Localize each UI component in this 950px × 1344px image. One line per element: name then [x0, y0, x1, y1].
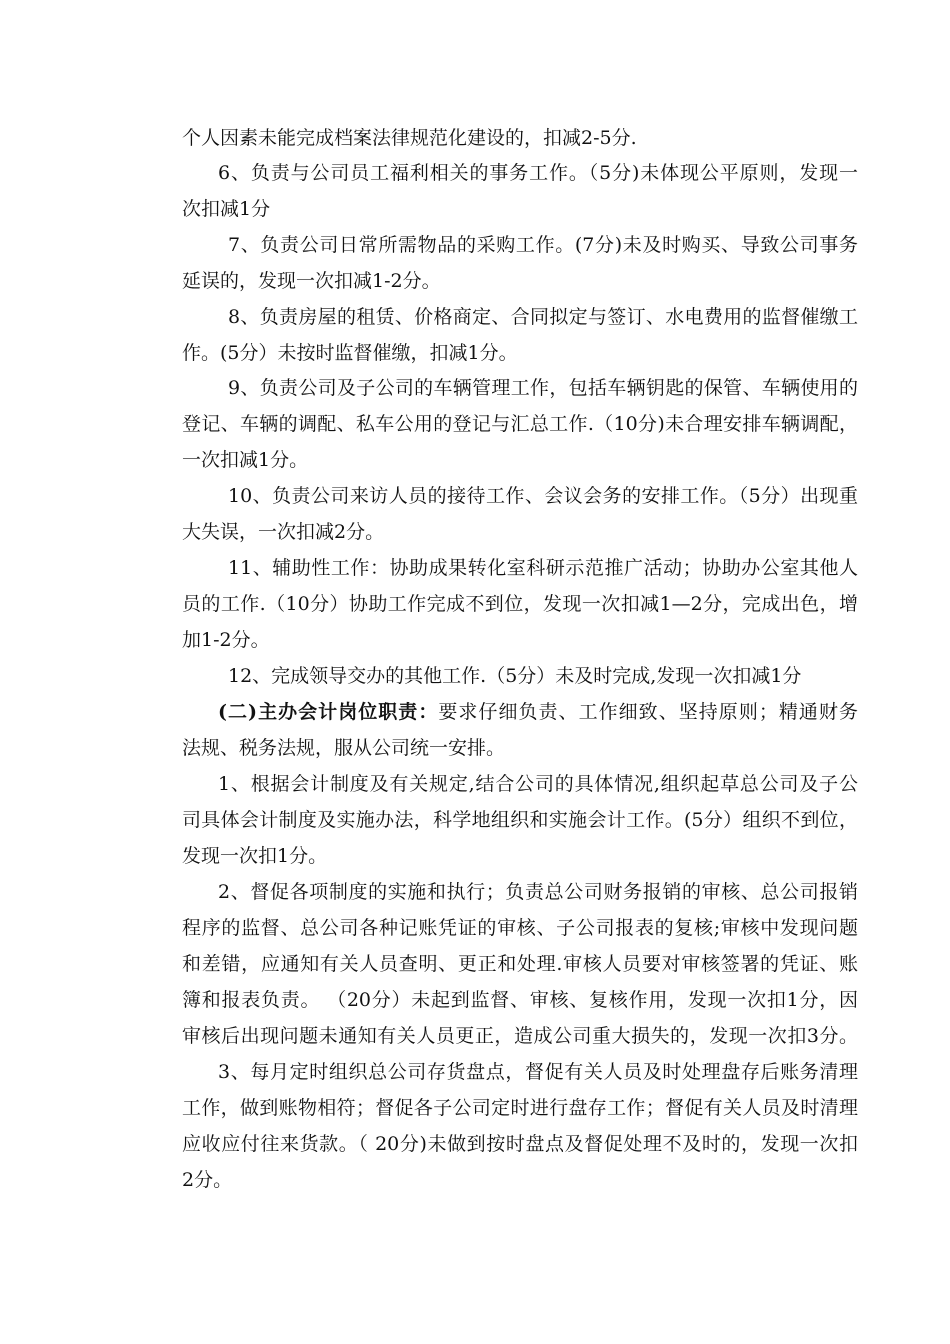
section-heading-text: 要求仔细负责、工作细致、坚持原则；精通财务: [438, 701, 858, 723]
text-line: 次扣减1分: [182, 198, 271, 220]
text-line: 登记、车辆的调配、私车公用的登记与汇总工作.（10分)未合理安排车辆调配，: [182, 413, 858, 435]
text-line: 作。(5分）未按时监督催缴，扣减1分。: [182, 342, 518, 364]
text-line: 员的工作.（10分）协助工作完成不到位，发现一次扣减1—2分，完成出色，增: [182, 593, 858, 615]
text-line: 3、每月定时组织总公司存货盘点，督促有关人员及时处理盘存后账务清理: [218, 1061, 858, 1083]
text-line: 9、负责公司及子公司的车辆管理工作，包括车辆钥匙的保管、车辆使用的: [228, 377, 858, 399]
text-line: 6、负责与公司员工福利相关的事务工作。（5分)未体现公平原则，发现一: [218, 162, 858, 184]
text-line: 程序的监督、总公司各种记账凭证的审核、子公司报表的复核;审核中发现问题: [182, 917, 858, 939]
text-line: 加1-2分。: [182, 629, 270, 651]
text-line: 工作，做到账物相符；督促各子公司定时进行盘存工作；督促有关人员及时清理: [182, 1097, 858, 1119]
text-line: 8、负责房屋的租赁、价格商定、合同拟定与签订、水电费用的监督催缴工: [228, 306, 858, 328]
text-line: 10、负责公司来访人员的接待工作、会议会务的安排工作。（5分）出现重: [228, 485, 858, 507]
section-heading: (二)主办会计岗位职责：: [218, 701, 439, 723]
text-line: 2分。: [182, 1169, 233, 1191]
text-line: 一次扣减1分。: [182, 449, 309, 471]
text-line: 1、根据会计制度及有关规定,结合公司的具体情况,组织起草总公司及子公: [218, 773, 858, 795]
text-line: 发现一次扣1分。: [182, 845, 328, 867]
text-line: 和差错，应通知有关人员查明、更正和处理.审核人员要对审核签署的凭证、账: [182, 953, 858, 975]
text-line: 审核后出现问题未通知有关人员更正，造成公司重大损失的，发现一次扣3分。: [182, 1025, 858, 1047]
text-line: 7、负责公司日常所需物品的采购工作。(7分)未及时购买、导致公司事务: [228, 234, 858, 256]
section-heading-line: [218, 698, 858, 726]
text-line: 司具体会计制度及实施办法，科学地组织和实施会计工作。(5分）组织不到位，: [182, 809, 858, 831]
text-line: 延误的，发现一次扣减1-2分。: [182, 270, 441, 292]
text-line: 簿和报表负责。 （20分）未起到监督、审核、复核作用，发现一次扣1分，因: [182, 989, 858, 1011]
text-line: 法规、税务法规，服从公司统一安排。: [182, 737, 506, 759]
text-line: 12、完成领导交办的其他工作.（5分）未及时完成,发现一次扣减1分: [228, 665, 802, 687]
text-line: 应收应付往来货款。（ 20分)未做到按时盘点及督促处理不及时的，发现一次扣: [182, 1133, 858, 1155]
text-line: 大失误，一次扣减2分。: [182, 521, 385, 543]
text-line: 个人因素未能完成档案法律规范化建设的，扣减2-5分.: [182, 127, 637, 149]
text-line: 11、辅助性工作：协助成果转化室科研示范推广活动；协助办公室其他人: [228, 557, 858, 579]
text-line: 2、督促各项制度的实施和执行；负责总公司财务报销的审核、总公司报销: [218, 881, 858, 903]
